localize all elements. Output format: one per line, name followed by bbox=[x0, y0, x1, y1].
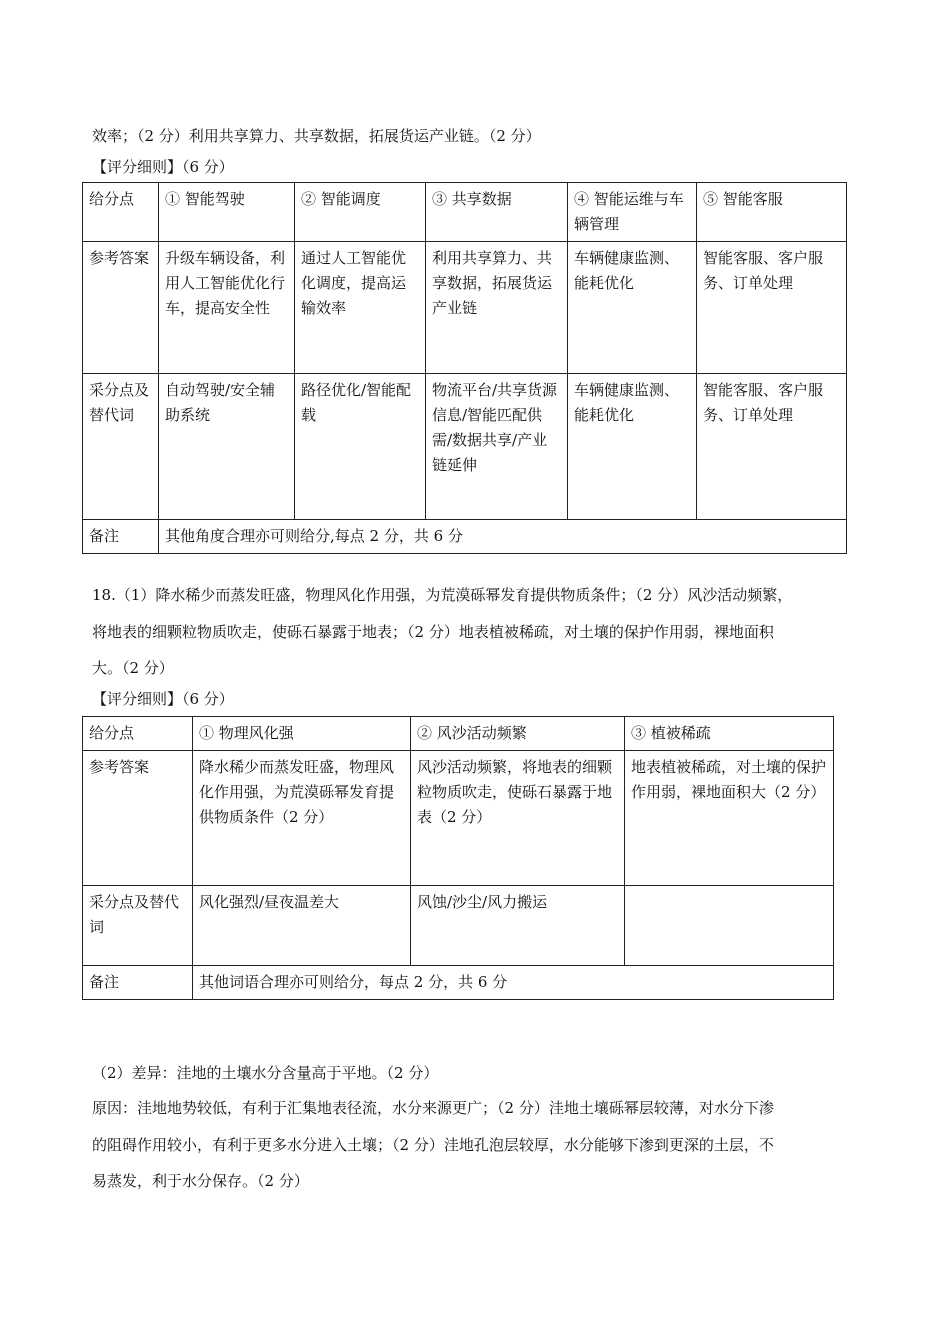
table-cell: 采分点及替代词 bbox=[83, 374, 159, 520]
table-cell bbox=[625, 886, 834, 966]
table-cell: 智能客服、客户服务、订单处理 bbox=[697, 374, 847, 520]
table-cell: 智能客服、客户服务、订单处理 bbox=[697, 242, 847, 374]
table-cell: ① 物理风化强 bbox=[193, 717, 411, 751]
table-cell: ③ 植被稀疏 bbox=[625, 717, 834, 751]
table-row bbox=[83, 520, 847, 554]
table-cell: 车辆健康监测、能耗优化 bbox=[568, 374, 697, 520]
table-row bbox=[83, 751, 834, 886]
table-cell: 自动驾驶/安全辅助系统 bbox=[159, 374, 295, 520]
table-cell: 物流平台/共享货源信息/智能匹配供需/数据共享/产业链延伸 bbox=[426, 374, 568, 520]
q18-line-3: 大。（2 分） bbox=[92, 659, 174, 677]
table-cell: ② 风沙活动频繁 bbox=[411, 717, 625, 751]
rubric1-title: 【评分细则】（6 分） bbox=[92, 158, 234, 176]
table-cell: 利用共享算力、共享数据，拓展货运产业链 bbox=[426, 242, 568, 374]
table-cell: 给分点 bbox=[83, 183, 159, 242]
part2-line-2: 原因：洼地地势较低，有利于汇集地表径流，水分来源更广；（2 分）洼地土壤砾幂层较薄，对水分下渗 bbox=[92, 1099, 774, 1117]
part2-line-1: （2）差异：洼地的土壤水分含量高于平地。（2 分） bbox=[92, 1064, 439, 1082]
table-cell: 其他词语合理亦可则给分，每点 2 分，共 6 分 bbox=[193, 966, 834, 1000]
q18-line-1: 18.（1）降水稀少而蒸发旺盛，物理风化作用强，为荒漠砾幂发育提供物质条件；（2 分）风沙活动频繁， bbox=[92, 586, 793, 604]
part2-line-3: 的阻碍作用较小，有利于更多水分进入土壤；（2 分）洼地孔泡层较厚，水分能够下渗到更深的土层，不 bbox=[92, 1136, 774, 1154]
rubric1-table bbox=[82, 182, 847, 554]
table-cell: 采分点及替代词 bbox=[83, 886, 193, 966]
table-cell: 给分点 bbox=[83, 717, 193, 751]
intro-line: 效率；（2 分）利用共享算力、共享数据，拓展货运产业链。（2 分） bbox=[92, 127, 541, 145]
rubric2-table bbox=[82, 716, 834, 1000]
table-cell: ③ 共享数据 bbox=[426, 183, 568, 242]
table-cell: 备注 bbox=[83, 966, 193, 1000]
table-cell: 备注 bbox=[83, 520, 159, 554]
table-row bbox=[83, 242, 847, 374]
table-cell: 参考答案 bbox=[83, 242, 159, 374]
table-cell: ⑤ 智能客服 bbox=[697, 183, 847, 242]
table-cell: 地表植被稀疏，对土壤的保护作用弱，裸地面积大（2 分） bbox=[625, 751, 834, 886]
table-cell: 其他角度合理亦可则给分,每点 2 分，共 6 分 bbox=[159, 520, 847, 554]
part2-line-4: 易蒸发，利于水分保存。（2 分） bbox=[92, 1172, 309, 1190]
table-row bbox=[83, 886, 834, 966]
table-row bbox=[83, 717, 834, 751]
table-row bbox=[83, 966, 834, 1000]
table-row bbox=[83, 183, 847, 242]
table-row bbox=[83, 374, 847, 520]
table-cell: 风蚀/沙尘/风力搬运 bbox=[411, 886, 625, 966]
table-cell: ② 智能调度 bbox=[295, 183, 426, 242]
table-cell: 通过人工智能优化调度，提高运输效率 bbox=[295, 242, 426, 374]
table-cell: 参考答案 bbox=[83, 751, 193, 886]
q18-line-2: 将地表的细颗粒物质吹走，使砾石暴露于地表；（2 分）地表植被稀疏，对土壤的保护作用弱，裸地面积 bbox=[92, 623, 774, 641]
table-cell: ④ 智能运维与车辆管理 bbox=[568, 183, 697, 242]
rubric2-title: 【评分细则】（6 分） bbox=[92, 690, 234, 708]
table-cell: ① 智能驾驶 bbox=[159, 183, 295, 242]
table-cell: 升级车辆设备，利用人工智能优化行车，提高安全性 bbox=[159, 242, 295, 374]
table-cell: 车辆健康监测、能耗优化 bbox=[568, 242, 697, 374]
table-cell: 风化强烈/昼夜温差大 bbox=[193, 886, 411, 966]
table-cell: 降水稀少而蒸发旺盛，物理风化作用强，为荒漠砾幂发育提供物质条件（2 分） bbox=[193, 751, 411, 886]
table-cell: 风沙活动频繁，将地表的细颗粒物质吹走，使砾石暴露于地表（2 分） bbox=[411, 751, 625, 886]
table-cell: 路径优化/智能配载 bbox=[295, 374, 426, 520]
